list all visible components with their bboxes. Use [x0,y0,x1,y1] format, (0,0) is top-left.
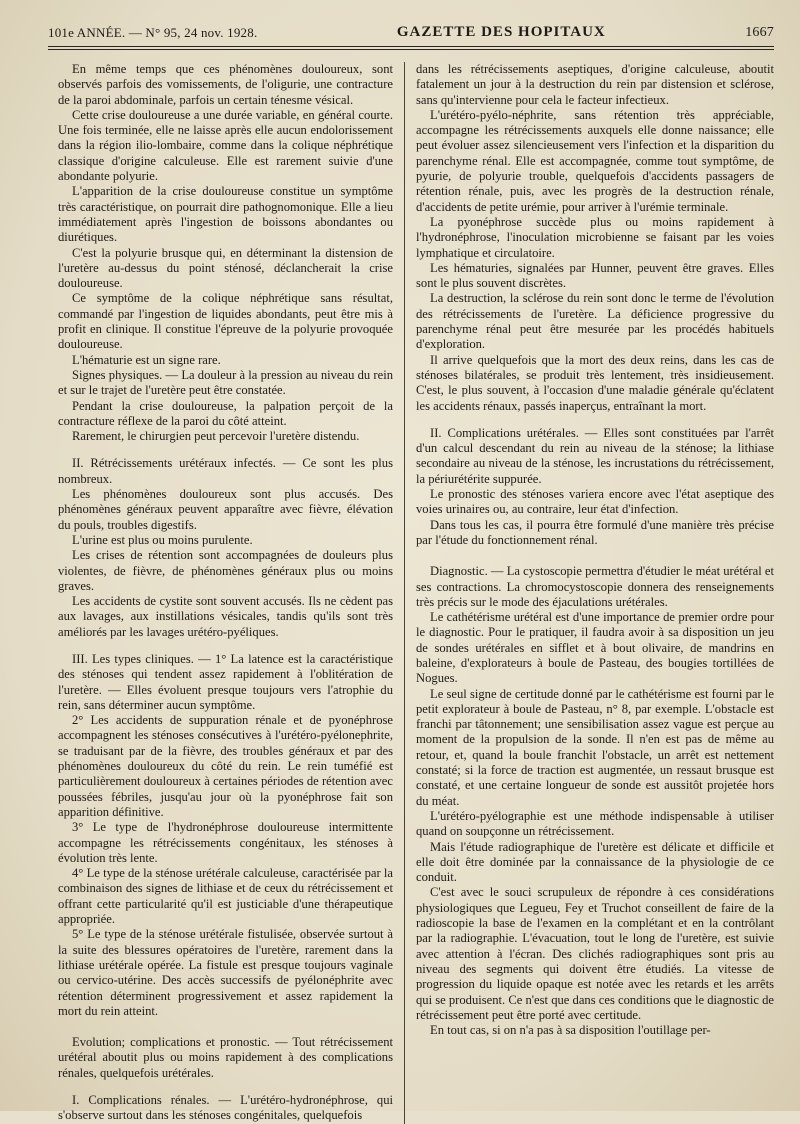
paragraph: Le cathétérisme urétéral est d'une importance de premier ordre pour le diagnostic. Pour le pratiquer, il faudra avoir à sa disposition un jeu de sondes urétérales en sifflet et à bout olivaire, de mandrins en baleine, d'explorateurs à boule de Pasteau, des bougies tortillées de Nogues. [416,610,774,686]
paragraph: Les phénomènes douloureux sont plus accusés. Des phénomènes généraux peuvent apparaître avec fièvre, élévation du pouls, troubles digestifs. [58,487,393,532]
paragraph: 2° Les accidents de suppuration rénale et de pyonéphrose accompagnent les sténoses consécutives à l'urétéro-pyélonephrite, se traduisant par de la fièvre, des troubles généraux et par des phénomènes douloureux du côté du rein. Le rein tuméfié est particulièrement douloureux à certaines périodes de rétention avec poussées fébriles, jusqu'au jour où la pyonéphrose fait son apparition définitive. [58,713,393,819]
paragraph: dans les rétrécissements aseptiques, d'origine calculeuse, aboutit fatalement un jour à la destruction du rein par distension et sclérose, sans qu'intervienne pour cela le facteur infectieux. [416,62,774,107]
left-column [58,62,393,1124]
paragraph: Mais l'étude radiographique de l'uretère est délicate et difficile et elle doit être dominée par la connaissance de la physiologie de ce conduit. [416,839,774,885]
paragraph: I. Complications rénales. — L'urétéro-hydronéphrose, qui s'observe surtout dans les sténoses congénitales, quelquefois [58,1093,393,1123]
running-header [48,0,774,44]
paragraph: Dans tous les cas, il pourra être formulé d'une manière très précise par l'étude du fonctionnement rénal. [416,517,774,547]
paragraph: Le pronostic des sténoses variera encore avec l'état aseptique des voies urinaires ou, au contraire, leur état d'infection. [416,487,774,517]
paragraph: Signes physiques. — La douleur à la pression au niveau du rein et sur le trajet de l'uretère peut être constatée. [58,367,393,398]
paragraph: Rarement, le chirurgien peut percevoir l'uretère distendu. [72,429,360,444]
section-heading-paragraph: III. Les types cliniques. — 1° La latence est la caractéristique des sténoses qui tendent assez rapidement à l'oblitération de l'uretère. — Elles évoluent presque toujours vers l'atrophie du rein, sans déterminer aucun symptôme. [58,651,393,712]
paragraph: En même temps que ces phénomènes douloureux, sont observés parfois des vomissements, de l'oligurie, une contracture de la paroi abdominale, parfois un certain ténesme vésical. [58,62,393,107]
paragraph: 3° Le type de l'hydronéphrose douloureuse intermittente accompagne les rétrécissements congénitaux, les sténoses à évolution très lente. [58,820,393,865]
text-columns [48,62,774,1124]
paragraph: C'est avec le souci scrupuleux de répondre à ces considérations physiologiques que Legueu, Fey et Truchot conseillent de faire de la radioscopie la base de l'examen en la complétant et en la contrôlant par la radiographie. L'évacuation, tout le long de l'uretère, est suivie avec attention à l'écran. Des clichés radiographiques sont pris au niveau des segments qui doivent être étudiés. La vitesse de progression du liquide opaque est notée avec les retards et les arrêts qui se produisent. Ce n'est que dans ces conditions que le diagnostic de rétrécissement peut être porté avec certitude. [416,885,774,1022]
journal-title: GAZETTE DES HOPITAUX [396,24,606,40]
page-number: 1667 [745,25,774,40]
paragraph: L'hématurie est un signe rare. [72,352,221,367]
paragraph: 5° Le type de la sténose urétérale fistulisée, observée surtout à la suite des blessures opératoires de l'uretère, rarement dans la lithiase urétérale opérée. La fistule est presque toujours vaginale ou cervico-utérine. Des accès successifs de pyélonéphrite avec rétention déterminent progressivement et assez rapidement la mort du rein atteint. [58,927,393,1018]
paragraph: L'urétéro-pyélographie est une méthode indispensable à utiliser quand on soupçonne un rétrécissement. [416,808,774,839]
section-heading-paragraph: II. Rétrécissements urétéraux infectés. — Ce sont les plus nombreux. [58,456,393,486]
section-heading-paragraph: II. Complications urétérales. — Elles sont constituées par l'arrêt d'un calcul descendant du rein au niveau de la sténose; la lithiase secondaire au niveau de la sténose, les incrustations du rétrécissement, la périurétérite suppurée. [416,425,774,486]
paragraph: La pyonéphrose succède plus ou moins rapidement à l'hydronéphrose, l'inoculation microbienne se faisant par les voies lymphatique et circulatoire. [416,214,774,260]
header-rule-thin [48,49,774,50]
paragraph: L'urine est plus ou moins purulente. [72,532,253,547]
paragraph: Le seul signe de certitude donné par le cathétérisme est fourni par le petit explorateur à boule de Pasteau, n° 8, par exemple. L'obstacle est franchi par tâtonnement; une sensibilisation assez vague est perçue au moment de la propulsion de la sonde. Il n'en est pas de même au retour, et, quand la boule franchit l'obstacle, un arrêt est nettement constaté; si la force de traction est augmentée, un ressaut brusque est constaté, et une certaine longueur de sonde est aussitôt projetée hors du méat. [416,686,774,808]
paragraph: Ce symptôme de la colique néphrétique sans résultat, commandé par l'ingestion de liquides abondants, peut être mis à profit en clinique. Il constitue l'épreuve de la polyurie provoquée douloureuse. [58,291,393,352]
paragraph: Les crises de rétention sont accompagnées de douleurs plus violentes, de fièvre, de phénomènes généraux plus ou moins graves. [58,548,393,593]
paragraph: Les accidents de cystite sont souvent accusés. Ils ne cèdent pas aux lavages, aux instillations vésicales, tandis qu'ils sont très améliorés par les lavages urétéro-pyéliques. [58,594,393,639]
paragraph: Il arrive quelquefois que la mort des deux reins, dans les cas de sténoses bilatérales, se produit très lentement, très insidieusement. C'est, le plus souvent, à l'occasion d'une maladie générale qu'éclatent les accidents rénaux, passés inaperçus, entraînant la mort. [416,352,774,413]
paragraph: L'urétéro-pyélo-néphrite, sans rétention très appréciable, accompagne les rétrécissements auxquels elle donne naissance; elle peut évoluer assez silencieusement vers l'infection et la disparition du parenchyme rénal. Elle est accompagnée, comme tout symptôme, de pyurie, de polyurie trouble, quelquefois d'accidents passagers de rétention rénale, puis, avec les progrès de la destruction rénale, d'accidents de petite urémie, pour arriver à l'urémie terminale. [416,107,774,214]
section-heading-paragraph: Diagnostic. — La cystoscopie permettra d'étudier le méat urétéral et ses contractions. La chromocystoscopie donnera des renseignements très précis sur le mode des éjaculations urétérales. [416,564,774,609]
paragraph: C'est la polyurie brusque qui, en déterminant la distension de l'uretère au-dessus du point sténosé, déclancherait la crise douloureuse. [58,245,393,291]
paragraph: L'apparition de la crise douloureuse constitue un symptôme très caractéristique, on pourrait dire pathognomonique. Elle a lieu immédiatement après l'ingestion de boissons abondantes ou diurétiques. [58,184,393,245]
section-heading-paragraph: Evolution; complications et pronostic. — Tout rétrécissement urétéral aboutit plus ou moins rapidement à des complications rénales, quelquefois urétérales. [58,1035,393,1080]
header-rule [48,46,774,47]
right-column [416,62,774,1124]
column-rule [404,62,405,1124]
paragraph: Cette crise douloureuse a une durée variable, en général courte. Une fois terminée, elle ne laisse après elle aucun endolorissement dans la région ilio-lombaire, comme dans la colique néphrétique classique d'origine calculeuse. Elle est rarement suivie d'une abondante polyurie. [58,107,393,184]
paragraph: 4° Le type de la sténose urétérale calculeuse, caractérisée par la combinaison des signes de lithiase et de ceux du rétrécissement et offrant cette particularité qu'il est justiciable d'une thérapeutique appropriée. [58,866,393,927]
issue-info: 101e ANNÉE. — N° 95, 24 nov. 1928. [48,25,258,40]
paragraph: Les hématuries, signalées par Hunner, peuvent être graves. Elles sont le plus souvent discrètes. [416,260,774,291]
paragraph: En tout cas, si on n'a pas à sa disposition l'outillage per- [430,1023,711,1038]
paragraph: La destruction, la sclérose du rein sont donc le terme de l'évolution des rétrécissements de l'uretère. La déficience progressive du parenchyme rénal peut être mesurée par les procédés habituels d'exploration. [416,291,774,352]
paragraph: Pendant la crise douloureuse, la palpation perçoit de la contracture réflexe de la paroi du côté atteint. [58,398,393,428]
